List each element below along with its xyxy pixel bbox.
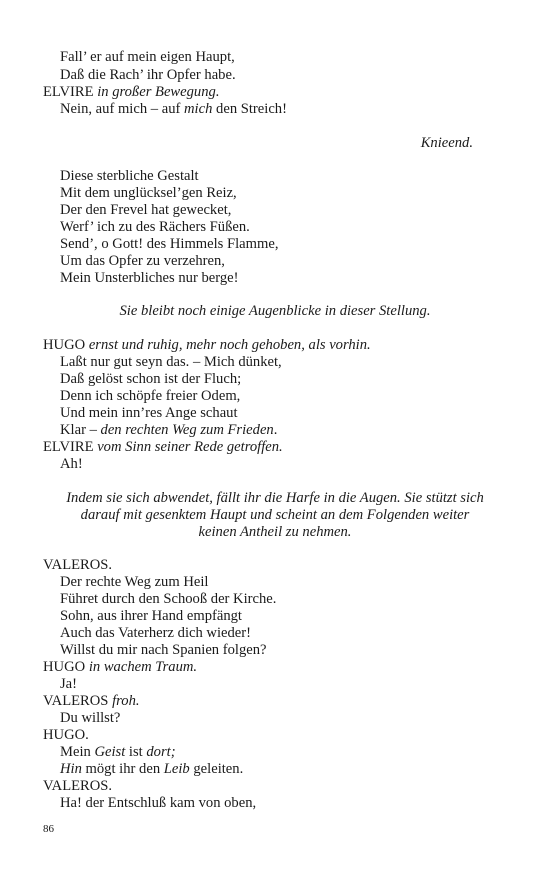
verse-text: Mein Unsterbliches nur berge! xyxy=(60,270,239,286)
verse-text: Fall’ er auf mein eigen Haupt, xyxy=(60,49,235,65)
verse-text: Willst du mir nach Spanien folgen? xyxy=(60,642,267,658)
speaker-name: ELVIRE xyxy=(43,439,94,455)
speaker-line xyxy=(43,439,283,456)
verse-line xyxy=(43,168,199,185)
verse-line xyxy=(43,744,176,761)
stage-direction: in großer Bewegung. xyxy=(97,84,220,100)
verse-text: Laßt nur gut seyn das. – Mich dünket, xyxy=(60,354,282,370)
verse-line xyxy=(43,236,278,253)
verse-text: Der den Frevel hat gewecket, xyxy=(60,202,232,218)
verse-line xyxy=(43,371,241,388)
verse-text: ist xyxy=(125,744,147,760)
verse-text: Mein xyxy=(60,744,95,760)
speaker-line xyxy=(43,693,140,710)
stage-direction: vom Sinn seiner Rede getroffen. xyxy=(97,439,283,455)
emphasis: Hin xyxy=(60,761,82,777)
speaker-name: VALEROS. xyxy=(43,778,113,794)
verse-line xyxy=(43,67,236,84)
verse-line xyxy=(43,354,282,371)
verse-line xyxy=(43,795,256,812)
speaker-line xyxy=(43,557,112,574)
verse-line xyxy=(43,405,238,422)
stage-direction: ernst und ruhig, mehr noch gehoben, als vorhin. xyxy=(88,337,371,353)
verse-line xyxy=(43,625,251,642)
speaker-line xyxy=(43,337,371,354)
stage-direction-text: Indem sie sich abwendet, fällt ihr die Harfe in die Augen. Sie stützt sich xyxy=(66,490,484,506)
stage-direction-text: Sie bleibt noch einige Augenblicke in dieser Stellung. xyxy=(119,303,431,319)
verse-line xyxy=(43,710,120,727)
verse-text: Send’, o Gott! des Himmels Flamme, xyxy=(60,236,279,252)
verse-line xyxy=(43,101,287,118)
verse-text: Und mein inn’res Ange schaut xyxy=(60,405,238,421)
verse-line xyxy=(43,219,250,236)
verse-line xyxy=(43,574,208,591)
speaker-name: HUGO. xyxy=(43,727,89,743)
stage-direction-text: Knieend. xyxy=(420,135,473,151)
emphasis: Geist xyxy=(94,744,126,760)
verse-text: Daß gelöst schon ist der Fluch; xyxy=(60,371,242,387)
stage-direction-text: darauf mit gesenktem Haupt und scheint an dem Folgenden weiter xyxy=(80,507,470,523)
verse-text: Daß die Rach’ ihr Opfer habe. xyxy=(60,67,236,83)
verse-text: Klar – xyxy=(60,422,101,438)
verse-text: Ja! xyxy=(60,676,78,692)
verse-line xyxy=(43,642,267,659)
verse-text: Mit dem unglücksel’gen Reiz, xyxy=(60,185,237,201)
speaker-name: HUGO xyxy=(43,337,86,353)
verse-text: Denn ich schöpfe freier Odem, xyxy=(60,388,241,404)
verse-line xyxy=(43,608,242,625)
speaker-line xyxy=(43,727,89,744)
emphasis: den rechten Weg zum Frieden xyxy=(100,422,274,438)
speaker-line xyxy=(43,778,112,795)
speaker-name: HUGO xyxy=(43,659,86,675)
verse-line xyxy=(43,761,243,778)
verse-line xyxy=(43,270,238,287)
speaker-name: VALEROS. xyxy=(43,557,113,573)
verse-text: Ha! der Entschluß kam von oben, xyxy=(60,795,257,811)
verse-text: geleiten. xyxy=(189,761,244,777)
verse-line xyxy=(43,676,77,693)
emphasis: mich xyxy=(184,101,213,117)
stage-direction xyxy=(0,490,550,507)
stage-direction-text: keinen Antheil zu nehmen. xyxy=(198,524,352,540)
verse-text: den Streich! xyxy=(212,101,287,117)
verse-line xyxy=(43,591,276,608)
speaker-line xyxy=(43,659,197,676)
verse-text: Du willst? xyxy=(60,710,121,726)
verse-line xyxy=(43,49,235,66)
emphasis: Leib xyxy=(163,761,190,777)
verse-line xyxy=(43,185,237,202)
emphasis: dort; xyxy=(146,744,176,760)
verse-text: Ah! xyxy=(60,456,83,472)
stage-direction xyxy=(0,303,550,320)
verse-text: mögt ihr den xyxy=(81,761,164,777)
verse-line xyxy=(43,253,225,270)
verse-text: Sohn, aus ihrer Hand empfängt xyxy=(60,608,242,624)
verse-text: Werf’ ich zu des Rächers Füßen. xyxy=(60,219,250,235)
stage-direction xyxy=(0,135,473,152)
speaker-line xyxy=(43,84,219,101)
verse-text: Der rechte Weg zum Heil xyxy=(60,574,209,590)
speaker-name: VALEROS xyxy=(43,693,109,709)
verse-line xyxy=(43,422,277,439)
stage-direction: in wachem Traum. xyxy=(88,659,198,675)
verse-text: . xyxy=(273,422,278,438)
page-number: 86 xyxy=(43,823,54,835)
stage-direction xyxy=(0,507,550,524)
speaker-name: ELVIRE xyxy=(43,84,94,100)
verse-text: Diese sterbliche Gestalt xyxy=(60,168,199,184)
verse-line xyxy=(43,202,231,219)
stage-direction xyxy=(0,524,550,541)
stage-direction: froh. xyxy=(112,693,140,709)
verse-line xyxy=(43,388,240,405)
verse-text: Führet durch den Schooß der Kirche. xyxy=(60,591,277,607)
verse-text: Um das Opfer zu verzehren, xyxy=(60,253,225,269)
verse-text: Auch das Vaterherz dich wieder! xyxy=(60,625,251,641)
verse-line xyxy=(43,456,83,473)
verse-text: Nein, auf mich – auf xyxy=(60,101,185,117)
